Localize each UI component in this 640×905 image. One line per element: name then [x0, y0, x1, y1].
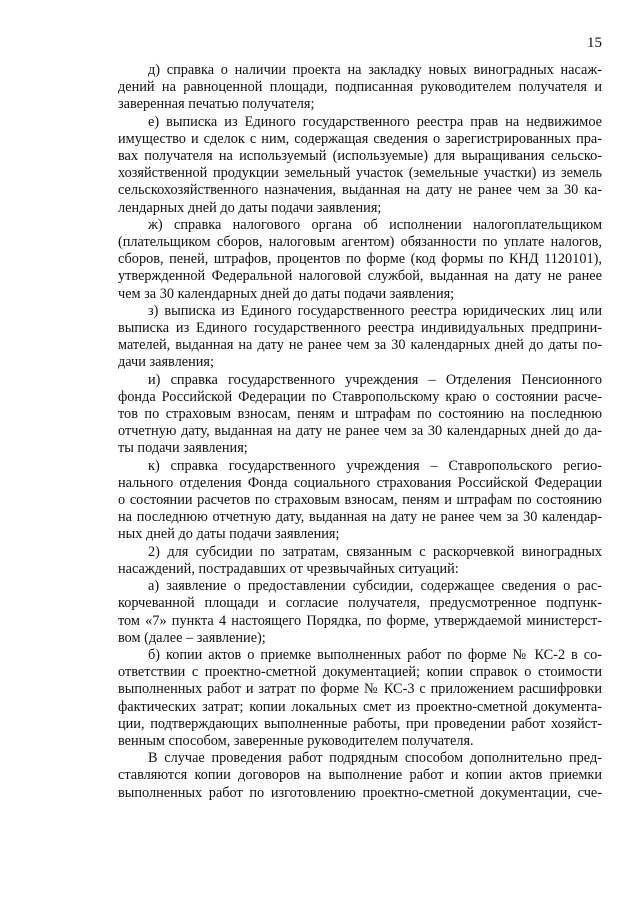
- text-line: ответствии с проектно-сметной документацией; копии справок о стоимости: [118, 664, 602, 681]
- text-line: дений на равноценной площади, подписанная руководителем получателя и: [118, 79, 602, 96]
- text-line: а) заявление о предоставлении субсидии, содержащее сведения о рас-: [148, 578, 602, 595]
- document-body: [118, 62, 602, 802]
- text-line: ставляются копии договоров на выполнение работ и копии актов приемки: [118, 767, 602, 784]
- text-line: утвержденной Федеральной налоговой службой, выданная на дату не ранее: [118, 268, 602, 285]
- text-line: к) справка государственного учреждения – Ставропольского регио-: [148, 457, 602, 474]
- text-line: хозяйственной продукции земельный участок (земельные участки) из земель: [118, 165, 602, 182]
- text-line: вах получателя на используемый (используемые) для выращивания сельско-: [118, 148, 602, 165]
- paragraph: [118, 217, 602, 303]
- paragraph: [118, 62, 602, 114]
- text-line: заверенная печатью получателя;: [118, 96, 315, 113]
- text-line: нального отделения Фонда социального страхования Российской Федерации: [118, 474, 602, 491]
- text-line: фонда Российской Федерации по Ставропольскому краю о состоянии расче-: [118, 388, 602, 405]
- text-line: выписка из Единого государственного реестра индивидуальных предприни-: [118, 320, 602, 337]
- text-line: лендарных дней до даты подачи заявления;: [118, 199, 382, 216]
- text-line: ты подачи заявления;: [118, 440, 248, 457]
- paragraph: [118, 647, 602, 750]
- text-line: вом (далее – заявление);: [118, 629, 266, 646]
- text-line: сельскохозяйственного назначения, выданная на дату не ранее чем за 30 ка-: [118, 182, 602, 199]
- text-line: д) справка о наличии проекта на закладку новых виноградных насаж-: [148, 62, 602, 78]
- paragraph: [118, 114, 602, 217]
- text-line: дачи заявления;: [118, 354, 214, 371]
- text-line: фактических затрат; копии локальных смет из проектно-сметной документа-: [118, 698, 602, 715]
- text-line: насаждений, пострадавших от чрезвычайных ситуаций:: [118, 560, 459, 577]
- paragraph: [118, 750, 602, 802]
- text-line: имущество и сделок с ним, содержащая сведения о зарегистрированных пра-: [118, 130, 602, 147]
- paragraph: [118, 372, 602, 458]
- text-line: е) выписка из Единого государственного реестра прав на недвижимое: [148, 113, 602, 130]
- text-line: и) справка государственного учреждения – Отделения Пенсионного: [148, 371, 602, 388]
- text-line: мателей, выданная на дату не ранее чем за 30 календарных дней до даты по-: [118, 337, 602, 354]
- paragraph: [118, 578, 602, 647]
- text-line: корчеванной площади и согласие получателя, предусмотренное подпунк-: [118, 595, 602, 612]
- text-line: венным способом, заверенные руководителем получателя.: [118, 732, 474, 749]
- paragraph: [118, 544, 602, 578]
- text-line: б) копии актов о приемке выполненных работ по форме № КС-2 в со-: [148, 646, 602, 663]
- page-number: 15: [587, 35, 602, 51]
- text-line: о состоянии расчетов по страховым взносам, пеням и штрафам по состоянию: [118, 492, 602, 509]
- text-line: сборов, пеней, штрафов, процентов по форме (код формы по КНД 1120101),: [118, 251, 602, 268]
- text-line: тов по страховым взносам, пеням и штрафам по состоянию на последнюю: [118, 406, 602, 423]
- text-line: отчетную дату, выданная на дату не ранее чем за 30 календарных дней до да-: [118, 423, 602, 440]
- text-line: том «7» пункта 4 настоящего Порядка, по форме, утверждаемой министерст-: [118, 612, 602, 629]
- text-line: з) выписка из Единого государственного реестра юридических лиц или: [148, 302, 602, 319]
- text-line: (плательщиком сборов, налоговым агентом) обязанности по уплате налогов,: [118, 234, 602, 251]
- text-line: ных дней до даты подачи заявления;: [118, 526, 340, 543]
- text-line: на последнюю отчетную дату, выданная на дату не ранее чем за 30 календар-: [118, 509, 602, 526]
- text-line: ции, подтверждающих выполненные работы, при проведении работ хозяйст-: [118, 715, 602, 732]
- text-line: выполненных работ по изготовлению проектно-сметной документации, сче-: [118, 784, 602, 801]
- text-line: выполненных работ и затрат по форме № КС-3 с приложением расшифровки: [118, 681, 602, 698]
- text-line: В случае проведения работ подрядным способом дополнительно пред-: [148, 750, 602, 767]
- text-line: 2) для субсидии по затратам, связанным с раскорчевкой виноградных: [148, 543, 602, 560]
- paragraph: [118, 303, 602, 372]
- paragraph: [118, 458, 602, 544]
- text-line: чем за 30 календарных дней до даты подачи заявления;: [118, 285, 455, 302]
- text-line: ж) справка налогового органа об исполнении налогоплательщиком: [148, 216, 602, 233]
